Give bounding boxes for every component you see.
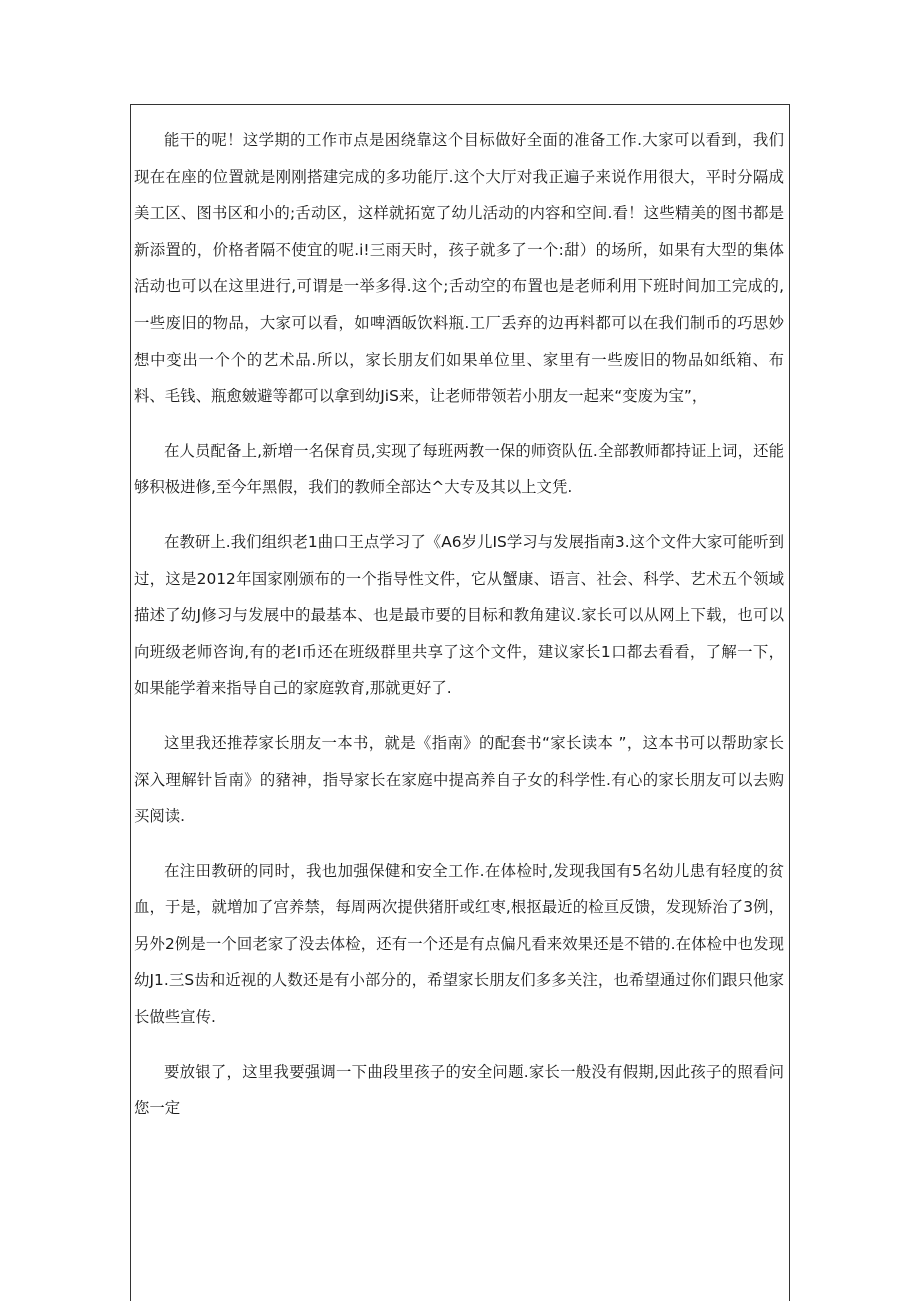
paragraph-multifunction-hall: 能干的呢！这学期的工作市点是困绕靠这个目标做好全面的准备工作.大家可以看到，我们现在在座的位置就是刚刚搭建完成的多功能厅.这个大厅对我正遍子来说作用很大，平时分隔成美工区、图书区和小的;舌动区，这样就拓宽了幼儿活动的内容和空间.看！这些精美的图书都是新添置的，价格者隔不使宜的呢.i!三雨天时，孩子就多了一个:甜）的场所，如果有大型的集体活动也可以在这里进行,可谓是一举多得.这个;舌动空的布置也是老师利用下班时间加工完成的,一些废旧的物品，大家可以看，如啤酒皈饮料瓶.工厂丢弃的边再料都可以在我们制币的巧思妙想中变出一个个的艺术品.所以，家长朋友们如果单位里、家里有一些废旧的物品如纸箱、布料、毛钱、瓶愈皴避等都可以拿到幼JiS来，让老师带领若小朋友一起来“变废为宝”， xyxy=(134,131,784,406)
paragraph-book-recommendation: 这里我还推荐家长朋友一本书，就是《指南》的配套书“家长读本 ”，这本书可以帮助家长深入理解针旨南》的豬神，指导家长在家庭中提高养自子女的科学性.有心的家长朋友可以去购买阅读. xyxy=(134,733,784,826)
paragraph-holiday-safety: 要放银了，这里我要强调一下曲段里孩子的安全问题.家长一般没有假期,因此孩子的照看问您一定 xyxy=(134,1062,784,1118)
document-body xyxy=(134,122,784,1145)
paragraph-teaching-research: 在教研上.我们组织老1曲口王点学习了《A6岁儿IS学习与发展指南3.这个文件大家可能听到过，这是2012年国家刚颁布的一个指导性文件，它从蟹康、语言、社会、科学、艺术五个领域描述了幼J修习与发展中的最基本、也是最市要的目标和教角建议.家长可以从网上下载，也可以向班级老师咨询,有的老I币还在班级群里共享了这个文件，建议家长1口都去看看，了解一下，如果能学着来指导自己的家庭敦育,那就更好了. xyxy=(134,532,784,698)
paragraph-health-safety: 在注田教研的同时，我也加强保健和安全工作.在体检时,发现我国有5名幼儿患有轻度的贫血，于是，就増加了宫养禁，每周两次提供猪肝或红枣,根抠最近的检亘反馈，发现矫治了3例，另外2例是一个回老家了没去体检，还有一个还是有点偏凡看来效果还是不错的.在体检中也发现幼J1.三S齿和近视的人数还是有小部分的，希望家长朋友们多多关注，也希望通过你们跟只他家长做些宣传. xyxy=(134,861,784,1027)
paragraph-staffing: 在人员配备上,新増一名保育员,实现了每班两教一保的师资队伍.全部教师都持证上词，还能够积极进修,至今年黑假，我们的教师全部达^大专及其以上文凭. xyxy=(134,441,784,497)
